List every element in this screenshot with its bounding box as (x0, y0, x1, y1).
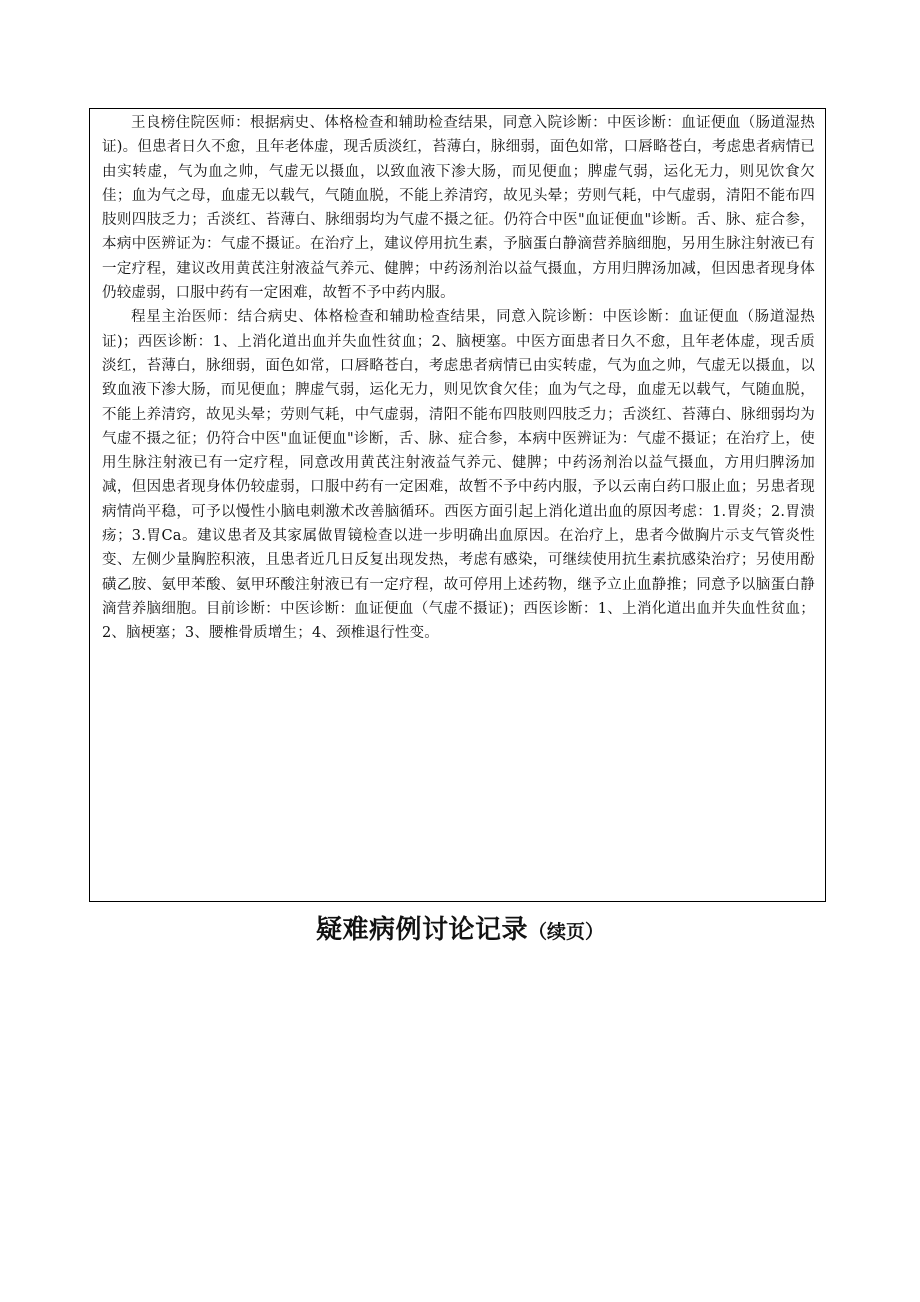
page-title (0, 908, 920, 946)
resident-physician-opinion: 王良榜住院医师：根据病史、体格检查和辅助检查结果，同意入院诊断：中医诊断：血证便血（肠道湿热证)。但患者日久不愈，且年老体虚，现舌质淡红，苔薄白，脉细弱，面色如常，口唇略苍白，考虑患者病情已由实转虚，气为血之帅，气虚无以摄血，以致血液下渗大肠，而见便血；脾虚气弱，运化无力，则见饮食欠佳；血为气之母，血虚无以载气，气随血脱，不能上养清窍，故见头晕；劳则气耗，中气虚弱，清阳不能布四肢则四肢乏力；舌淡红、苔薄白、脉细弱均为气虚不摄之征。仍符合中医"血证便血"诊断。舌、脉、症合参，本病中医辨证为：气虚不摄证。在治疗上，建议停用抗生素，予脑蛋白静滴营养脑细胞，另用生脉注射液已有一定疗程，建议改用黄芪注射液益气养元、健脾；中药汤剂治以益气摄血，方用归脾汤加减，但因患者现身体仍较虚弱，口服中药有一定困难，故暂不予中药内服。 (102, 115, 815, 302)
page-title-main: 疑难病例讨论记录 (315, 915, 528, 945)
discussion-record-box (89, 108, 826, 902)
attending-physician-opinion: 程星主治医师：结合病史、体格检查和辅助检查结果，同意入院诊断：中医诊断：血证便血（肠道湿热证)；西医诊断：1、上消化道出血并失血性贫血；2、脑梗塞。中医方面患者日久不愈，且年老体虚，现舌质淡红，苔薄白，脉细弱，面色如常，口唇略苍白，考虑患者病情已由实转虚，气为血之帅，气虚无以摄血，以致血液下渗大肠，而见便血；脾虚气弱，运化无力，则见饮食欠佳；血为气之母，血虚无以载气，气随血脱，不能上养清窍，故见头晕；劳则气耗，中气虚弱，清阳不能布四肢则四肢乏力；舌淡红、苔薄白、脉细弱均为气虚不摄之征；仍符合中医"血证便血"诊断，舌、脉、症合参，本病中医辨证为：气虚不摄证；在治疗上，使用生脉注射液已有一定疗程，同意改用黄芪注射液益气养元、健脾；中药汤剂治以益气摄血，方用归脾汤加减，但因患者现身体仍较虚弱，口服中药有一定困难，故暂不予中药内服，予以云南白药口服止血；另患者现病情尚平稳，可予以慢性小脑电刺激术改善脑循环。西医方面引起上消化道出血的原因考虑：1.胃炎；2.胃溃疡；3.胃Ca。建议患者及其家属做胃镜检查以进一步明确出血原因。在治疗上，患者今做胸片示支气管炎性变、左侧少量胸腔积液，且患者近几日反复出现发热，考虑有感染，可继续使用抗生素抗感染治疗；另使用酚磺乙胺、氨甲苯酸、氨甲环酸注射液已有一定疗程，故可停用上述药物，继予立止血静推；同意予以脑蛋白静滴营养脑细胞。目前诊断：中医诊断：血证便血（气虚不摄证)；西医诊断：1、上消化道出血并失血性贫血；2、脑梗塞；3、腰椎骨质增生；4、颈椎退行性变。 (102, 309, 815, 642)
page-title-continuation: （续页） (528, 921, 605, 943)
